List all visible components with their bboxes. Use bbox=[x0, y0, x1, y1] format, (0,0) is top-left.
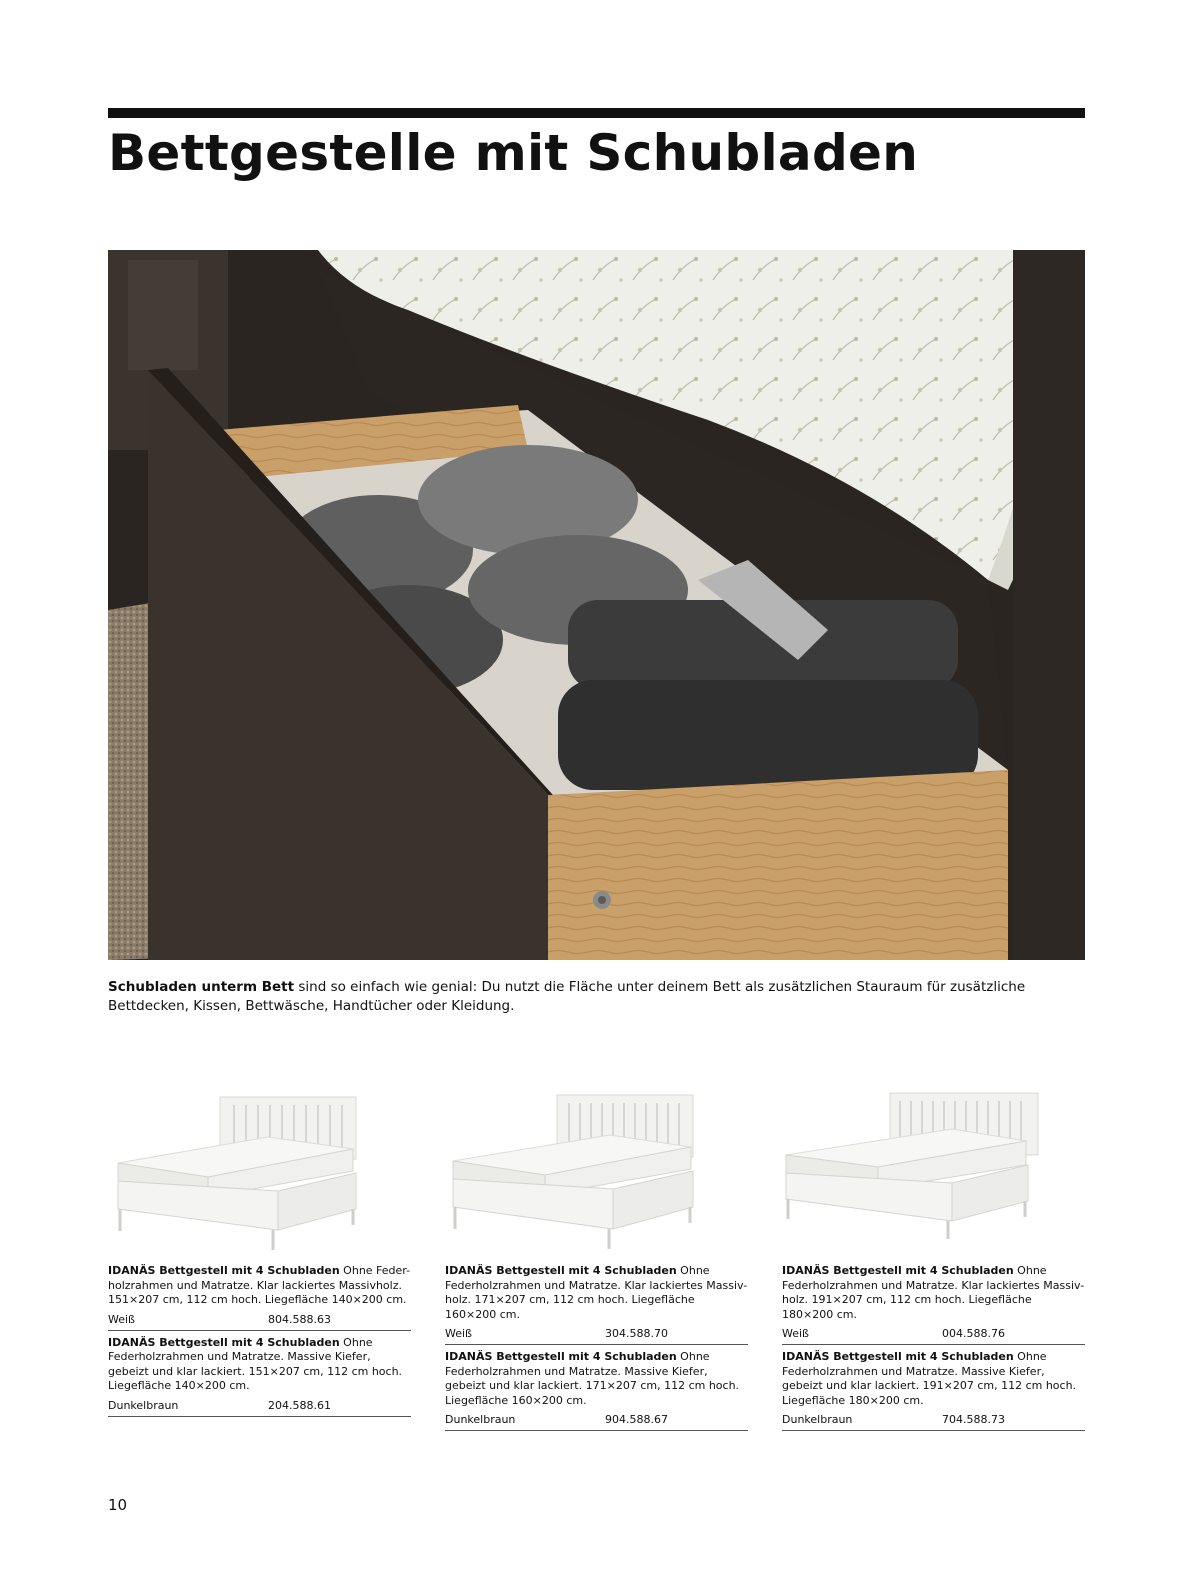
variant-white bbox=[782, 1264, 1085, 1345]
intro-body: sind so einfach wie genial: Du nutzt die Fläche unter deinem Bett als zusätzlichen Stauraum für zusätzliche Bettdecken, Kissen, Bettwäsche, Handtücher oder Kleidung. bbox=[108, 979, 1026, 1014]
variant-dark-brown bbox=[108, 1336, 411, 1417]
variant-dark-brown bbox=[445, 1350, 748, 1431]
product-desc: Ohne Federholzrahmen und Matratze. Klar lackiertes Massiv-holz. 191×207 cm, 112 cm hoch. Liegefläche 180×200 cm. bbox=[782, 1264, 1085, 1321]
hero-image bbox=[108, 250, 1085, 960]
article-row bbox=[782, 1410, 1085, 1431]
variant-description bbox=[108, 1264, 411, 1308]
product-name: IDANÄS Bettgestell mit 4 Schubladen bbox=[445, 1350, 677, 1363]
color-label: Weiß bbox=[782, 1327, 809, 1340]
product-card-180 bbox=[782, 1085, 1085, 1436]
article-number: 704.588.73 bbox=[942, 1413, 1005, 1426]
variant-dark-brown bbox=[782, 1350, 1085, 1431]
article-row bbox=[108, 1310, 411, 1331]
article-row bbox=[445, 1410, 748, 1431]
article-number: 304.588.70 bbox=[605, 1327, 668, 1340]
product-card-160 bbox=[445, 1085, 748, 1436]
product-desc: Ohne Federholzrahmen und Matratze. Massive Kiefer, gebeizt und klar lackiert. 191×207 cm, 112 cm hoch. Liegefläche 180×200 cm. bbox=[782, 1350, 1077, 1407]
product-desc: Ohne Federholzrahmen und Matratze. Massive Kiefer, gebeizt und klar lackiert. 171×207 cm, 112 cm hoch. Liegefläche 160×200 cm. bbox=[445, 1350, 740, 1407]
variant-description bbox=[445, 1264, 748, 1322]
product-name: IDANÄS Bettgestell mit 4 Schubladen bbox=[108, 1264, 340, 1277]
article-number: 804.588.63 bbox=[268, 1312, 331, 1326]
variant-description bbox=[782, 1264, 1085, 1322]
product-card-140 bbox=[108, 1085, 411, 1422]
article-number: 204.588.61 bbox=[268, 1398, 331, 1412]
white-bed-icon bbox=[445, 1085, 748, 1255]
color-label: Weiß bbox=[445, 1327, 472, 1340]
variant-white bbox=[108, 1264, 411, 1331]
product-name: IDANÄS Bettgestell mit 4 Schubladen bbox=[782, 1264, 1014, 1277]
color-label: Weiß bbox=[108, 1312, 135, 1326]
article-row bbox=[108, 1396, 411, 1417]
product-desc: Ohne Federholzrahmen und Matratze. Klar lackiertes Massiv-holz. 171×207 cm, 112 cm hoch. Liegefläche 160×200 cm. bbox=[445, 1264, 748, 1321]
article-number: 904.588.67 bbox=[605, 1413, 668, 1426]
article-number: 004.588.76 bbox=[942, 1327, 1005, 1340]
product-name: IDANÄS Bettgestell mit 4 Schubladen bbox=[108, 1335, 340, 1349]
variant-white bbox=[445, 1264, 748, 1345]
color-label: Dunkelbraun bbox=[108, 1398, 179, 1412]
color-label: Dunkelbraun bbox=[782, 1413, 853, 1426]
article-row bbox=[445, 1324, 748, 1345]
white-bed-icon bbox=[108, 1085, 411, 1255]
product-desc: Ohne Federholzrahmen und Matratze. Massive Kiefer, gebeizt und klar lackiert. 151×207 cm, 112 cm hoch. Liegefläche 140×200 cm. bbox=[108, 1335, 403, 1392]
variant-description bbox=[782, 1350, 1085, 1408]
product-name: IDANÄS Bettgestell mit 4 Schubladen bbox=[782, 1350, 1014, 1363]
product-desc: Ohne Feder-holzrahmen und Matratze. Klar lackiertes Massivholz. 151×207 cm, 112 cm hoch. Liegefläche 140×200 cm. bbox=[108, 1264, 411, 1306]
article-row bbox=[782, 1324, 1085, 1345]
bed-drawer-photo-icon bbox=[108, 250, 1085, 960]
variant-description bbox=[445, 1350, 748, 1408]
color-label: Dunkelbraun bbox=[445, 1413, 516, 1426]
intro-lead: Schubladen unterm Bett bbox=[108, 979, 295, 995]
white-bed-icon bbox=[782, 1085, 1085, 1255]
variant-description bbox=[108, 1336, 411, 1394]
top-rule bbox=[108, 108, 1085, 118]
intro-text bbox=[108, 978, 1085, 1016]
page-number: 10 bbox=[108, 1496, 128, 1514]
product-name: IDANÄS Bettgestell mit 4 Schubladen bbox=[445, 1264, 677, 1277]
page-title: Bettgestelle mit Schubladen bbox=[108, 124, 919, 182]
